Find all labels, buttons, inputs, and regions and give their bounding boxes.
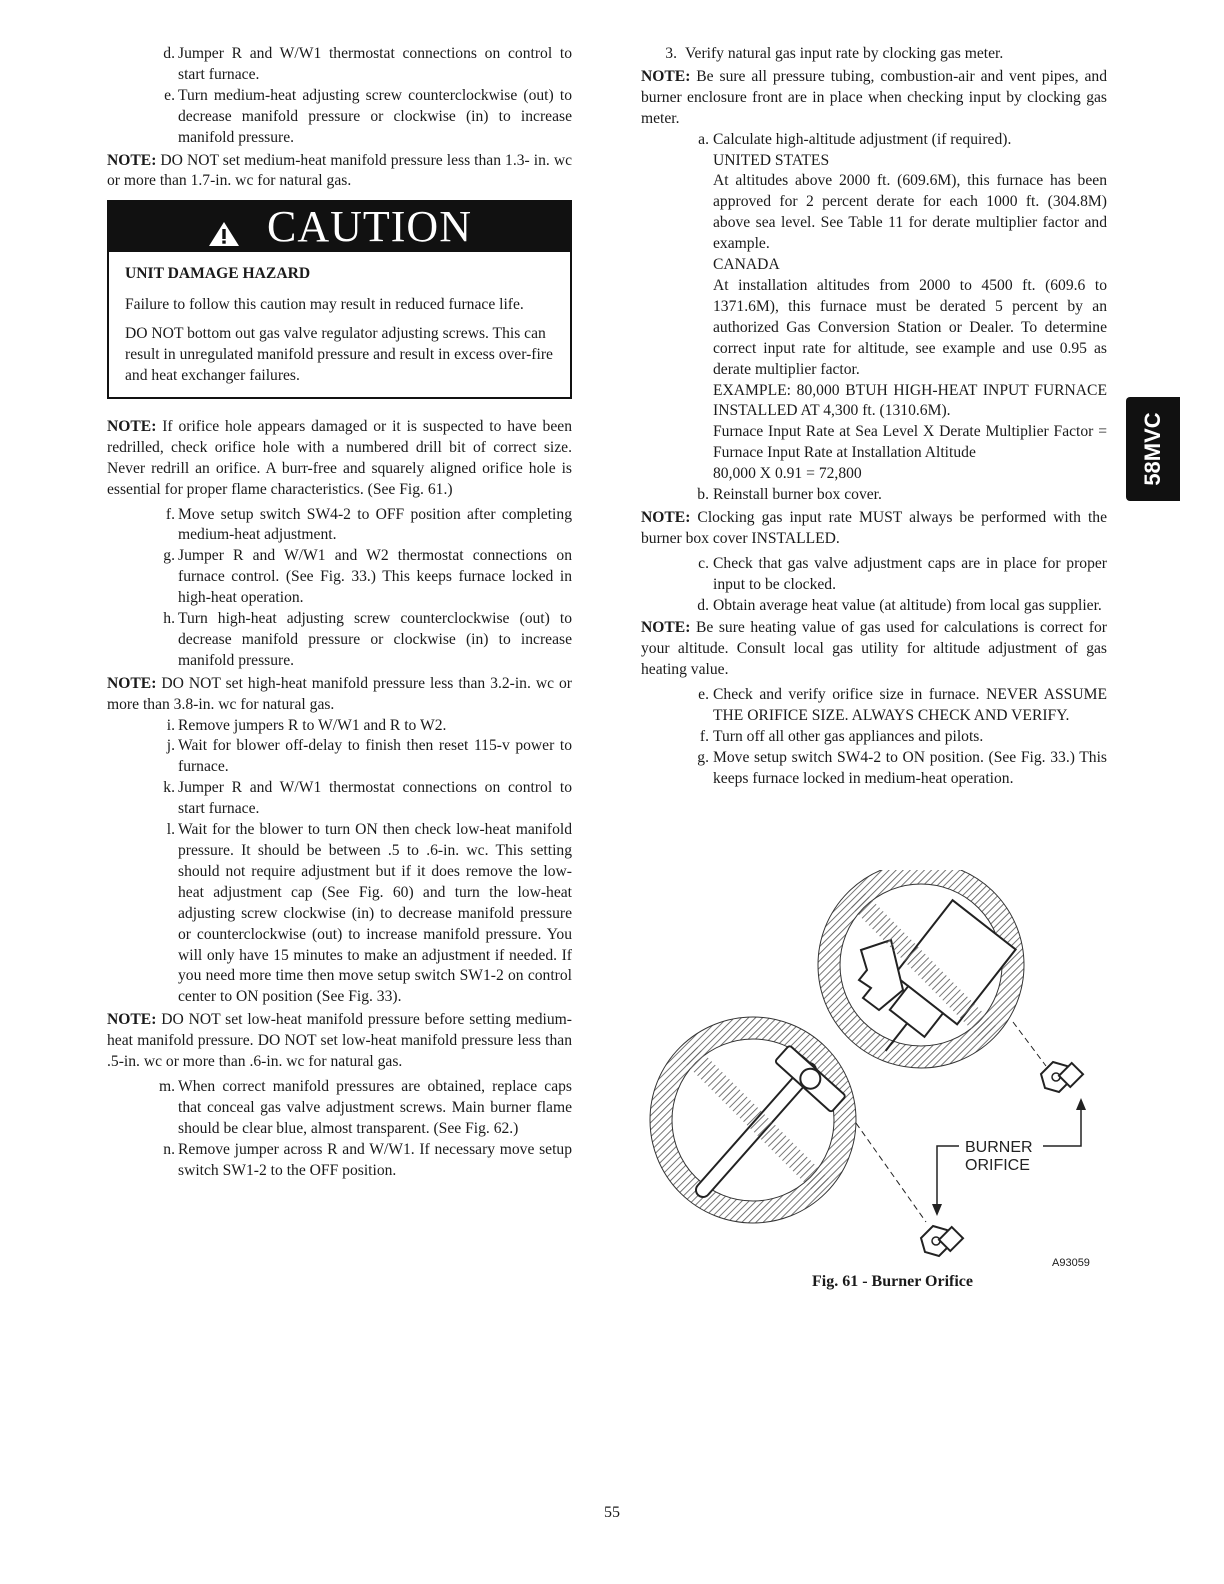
item-text: Remove jumper across R and W/W1. If necessary move setup switch SW1-2 to the OFF position. [178,1140,572,1179]
note-text: Clocking gas input rate MUST always be performed with the burner box cover INSTALLED. [641,508,1107,547]
note-text: If orifice hole appears damaged or it is suspected to have been redrilled, check orifice hole with a numbered drill bit of correct size. Never redrill an orifice. A burr-free and squarely aligned orifice hole is essential for proper flame characteristics. (See Fig. 61.) [107,417,572,498]
item-text: Turn off all other gas appliances and pilots. [713,728,984,745]
caution-title: CAUTION [267,202,472,252]
right-column [641,44,1107,790]
section-heading: CANADA [713,256,780,274]
item-label: f. [699,728,709,745]
item-text: Move setup switch SW4-2 to OFF position after completing medium-heat adjustment. [178,505,572,544]
item-label: g. [163,547,175,565]
item-label: a. [698,130,709,148]
note-label: NOTE: [107,1011,157,1029]
figure-label-line2: ORIFICE [965,1157,1030,1174]
section-tab [1126,397,1180,501]
note-text: DO NOT set high-heat manifold pressure less than 3.2-in. wc or more than 3.8-in. wc for natural gas. [107,674,572,713]
item-label: d. [697,596,709,614]
no-hammer-icon [650,1017,856,1223]
paragraph: At altitudes above 2000 ft. (609.6M), this furnace has been approved for 2 percent derate for each 1000 ft. (304.8M) above sea level. See Table 11 for derate multiplier factor and example. [713,172,1107,253]
item-text: Check and verify orifice size in furnace. NEVER ASSUME THE ORIFICE SIZE. ALWAYS CHECK AND VERIFY. [713,686,1107,725]
item-text: Turn high-heat adjusting screw counterclockwise (out) to decrease manifold pressure or clockwise (in) to increase manifold pressure. [178,610,572,669]
list-item [107,546,572,609]
note-label: NOTE: [641,508,691,526]
item-text: Verify natural gas input rate by clocking gas meter. [685,45,1004,62]
caution-paragraph: Failure to follow this caution may result in reduced furnace life. [125,296,524,314]
list-item [641,554,1107,596]
caution-header [109,202,570,252]
item-text: Wait for blower off-delay to finish then reset 115-v power to furnace. [178,737,572,776]
note-label: NOTE: [641,619,691,637]
note [107,417,572,501]
note-label: NOTE: [107,674,157,692]
item-label: i. [166,716,175,734]
item-text: Remove jumpers R to W/W1 and R to W2. [178,716,447,734]
item-label: b. [697,486,709,504]
list-item [107,778,572,820]
item-text: When correct manifold pressures are obtained, replace caps that conceal gas valve adjustment screws. Main burner flame should be clear blue, almost transparent. (See Fig. 62.) [178,1077,572,1137]
paragraph: At installation altitudes from 2000 to 4500 ft. (609.6 to 1371.6M), this furnace must be derated 5 percent by an authorized Gas Conversion Station or Dealer. To determine correct input rate for altitude, see example and use 0.95 as derate multiplier factor. [713,276,1107,378]
list-item [641,727,1107,748]
list-item [107,1077,572,1140]
item-text: Wait for the blower to turn ON then check low-heat manifold pressure. It should be between .5 to .6-in. wc. This setting should not require adjustment but if it does remove the low-heat adjustment cap (See Fig. 60) and turn the low-heat adjusting screw clockwise (in) to decrease manifold pressure or counterclockwise (out) to increase manifold pressure. You will only have 15 minutes to make an adjustment if needed. If you need more time then move setup switch SW1-2 on control center to ON position (See Fig. 33). [178,821,572,1006]
hazard-heading: UNIT DAMAGE HAZARD [125,265,311,283]
item-label: g. [697,748,709,766]
list-item [107,736,572,778]
caution-box [107,200,572,399]
section-tab-label: 58MVC [1140,412,1165,486]
note-text: DO NOT set low-heat manifold pressure before setting medium-heat manifold pressure. DO NOT set low-heat manifold pressure less than .5-in. wc or more than .6-in. wc for natural gas. [107,1011,572,1071]
item-text: Turn medium-heat adjusting screw counterclockwise (out) to decrease manifold pressure or clockwise (in) to increase manifold pressure. [178,86,572,146]
list-item [641,596,1107,617]
formula-text: Furnace Input Rate at Sea Level X Derate Multiplier Factor = Furnace Input Rate at Installation Altitude [713,423,1107,462]
orifice-icon [1041,1062,1083,1092]
warning-triangle-icon [207,220,241,255]
page-number: 55 [604,1504,620,1521]
list-item [641,485,1107,506]
list-item [107,1140,572,1182]
figure-caption: Fig. 61 - Burner Orifice [812,1273,973,1290]
item-label: 3. [665,45,677,62]
burner-orifice-illustration [641,870,1107,1290]
item-label: k. [163,779,175,797]
item-label: l. [166,821,175,839]
section-heading: UNITED STATES [713,151,830,169]
item-text: Jumper R and W/W1 and W2 thermostat connections on furnace control. (See Fig. 33.) This keeps furnace locked in high-heat operation. [178,547,572,607]
list-item [641,685,1107,727]
figure-label-line1: BURNER [965,1139,1033,1156]
example-text: EXAMPLE: 80,000 BTUH HIGH-HEAT INPUT FURNACE INSTALLED AT 4,300 ft. (1310.6M). [713,381,1107,420]
list-item [107,44,572,86]
list-item [107,609,572,672]
note-text: DO NOT set medium-heat manifold pressure less than 1.3- in. wc or more than 1.7-in. wc for natural gas. [107,151,572,190]
note-text: Be sure all pressure tubing, combustion-air and vent pipes, and burner enclosure front are in place when checking input by clocking gas meter. [641,67,1107,127]
note [107,674,572,716]
figure-code: A93059 [1052,1257,1090,1269]
item-label: e. [164,86,175,104]
note-label: NOTE: [107,151,157,169]
list-item [641,44,1107,65]
no-drill-icon [818,870,1024,1076]
note-label: NOTE: [107,417,157,435]
item-text: Jumper R and W/W1 thermostat connections on control to start furnace. [178,779,572,818]
note [107,151,572,193]
item-label: n. [163,1140,175,1158]
list-item [107,86,572,149]
item-text: Reinstall burner box cover. [713,486,882,504]
caution-body [109,252,570,397]
left-column [107,44,572,1182]
item-label: h. [163,610,175,628]
orifice-icon [921,1226,963,1256]
note [107,1010,572,1073]
list-item [107,820,572,1008]
item-text: Obtain average heat value (at altitude) from local gas supplier. [713,596,1102,614]
item-label: c. [698,554,709,572]
item-text: Move setup switch SW4-2 to ON position. (See Fig. 33.) This keeps furnace locked in medium-heat operation. [713,748,1107,787]
list-item [107,505,572,547]
note [641,618,1107,681]
note-label: NOTE: [641,67,691,85]
item-label: d. [163,45,175,62]
item-label: j. [166,737,175,755]
item-text: Jumper R and W/W1 thermostat connections on control to start furnace. [178,45,572,83]
list-item [641,748,1107,790]
item-label: f. [165,505,175,523]
item-label: e. [698,686,709,704]
item-text: Calculate high-altitude adjustment (if required). [713,130,1012,148]
note [641,67,1107,130]
caution-paragraph: DO NOT bottom out gas valve regulator adjusting screws. This can result in unregulated manifold pressure and result in excess over-fire and heat exchanger failures. [125,325,553,384]
calculation-text: 80,000 X 0.91 = 72,800 [713,465,862,483]
list-item [641,130,1107,151]
item-text: Check that gas valve adjustment caps are in place for proper input to be clocked. [713,554,1107,593]
note [641,508,1107,550]
note-text: Be sure heating value of gas used for calculations is correct for your altitude. Consult local gas utility for altitude adjustment of gas heating value. [641,619,1107,679]
list-item [107,716,572,737]
item-label: m. [159,1077,176,1095]
